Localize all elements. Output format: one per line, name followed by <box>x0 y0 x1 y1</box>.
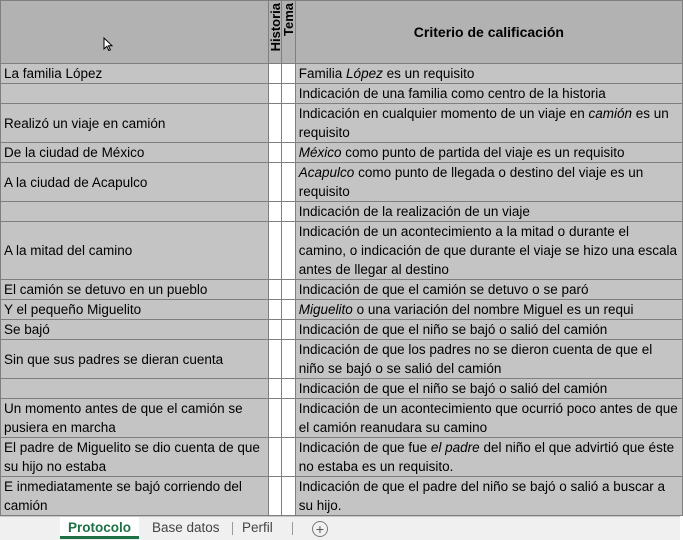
criterion-emphasis: Miguelito <box>298 302 353 317</box>
criterion-cell[interactable] <box>295 104 682 143</box>
tema-score-cell[interactable] <box>282 163 295 202</box>
sheet-tab-perfil[interactable]: Perfil <box>242 520 273 535</box>
criterion-text: es un requisito <box>382 66 475 81</box>
sheet-tab-protocolo[interactable]: Protocolo <box>60 517 139 539</box>
tema-score-cell[interactable] <box>282 222 295 280</box>
header-row <box>1 1 683 64</box>
criterion-text: como punto de partida del viaje es un requisito <box>341 145 625 160</box>
criterion-text: Indicación de una familia como centro de la historia <box>298 86 606 101</box>
story-fragment-cell[interactable] <box>1 379 269 399</box>
historia-score-cell[interactable] <box>268 84 281 104</box>
table-row <box>1 399 683 438</box>
sheet-tab-base-datos[interactable]: Base datos <box>152 520 220 535</box>
tema-header-label: Tema <box>281 3 297 36</box>
story-fragment-cell[interactable]: E inmediatamente se bajó corriendo del camión <box>1 477 269 516</box>
criterion-text: Indicación en cualquier momento de un viaje en <box>298 106 589 121</box>
tema-score-cell[interactable] <box>282 84 295 104</box>
criterion-emphasis: Acapulco <box>298 165 355 180</box>
story-fragment-cell[interactable]: A la ciudad de Acapulco <box>1 163 269 202</box>
sheet-tab-bar <box>0 516 680 540</box>
historia-score-cell[interactable] <box>268 222 281 280</box>
historia-score-cell[interactable] <box>268 300 281 320</box>
criterion-text: es un requisito <box>298 106 669 140</box>
tema-score-cell[interactable] <box>282 64 295 84</box>
historia-score-cell[interactable] <box>268 399 281 438</box>
criterion-text: Familia <box>298 66 347 81</box>
criterion-cell[interactable] <box>295 477 682 516</box>
table-row <box>1 477 683 516</box>
criterion-cell[interactable] <box>295 379 682 399</box>
criterion-text: Indicación de que el padre del niño se bajó o salió a buscar a su hijo. <box>298 479 666 513</box>
table-row <box>1 340 683 379</box>
story-fragment-cell[interactable]: El padre de Miguelito se dio cuenta de que su hijo no estaba <box>1 438 269 477</box>
story-fragment-cell[interactable]: Sin que sus padres se dieran cuenta <box>1 340 269 379</box>
criterion-cell[interactable] <box>295 202 682 222</box>
table-row <box>1 320 683 340</box>
story-fragment-cell[interactable]: El camión se detuvo en un pueblo <box>1 280 269 300</box>
historia-score-cell[interactable] <box>268 438 281 477</box>
story-fragment-cell[interactable]: Se bajó <box>1 320 269 340</box>
tema-score-cell[interactable] <box>282 202 295 222</box>
criterion-text: Indicación de un acontecimiento que ocurrió poco antes de que el camión reanudara su camino <box>298 401 678 435</box>
criterion-cell[interactable] <box>295 84 682 104</box>
tema-score-cell[interactable] <box>282 399 295 438</box>
story-fragment-cell[interactable]: A la mitad del camino <box>1 222 269 280</box>
criterion-cell[interactable] <box>295 320 682 340</box>
historia-score-cell[interactable] <box>268 104 281 143</box>
table-row <box>1 104 683 143</box>
criterion-cell[interactable] <box>295 163 682 202</box>
criterion-text: Indicación de que el camión se detuvo o se paró <box>298 282 589 297</box>
tema-score-cell[interactable] <box>282 280 295 300</box>
table-row <box>1 438 683 477</box>
criterion-cell[interactable] <box>295 438 682 477</box>
table-row <box>1 143 683 163</box>
story-fragment-cell[interactable]: De la ciudad de México <box>1 143 269 163</box>
plus-circle-icon[interactable]: + <box>312 521 328 537</box>
criterion-cell[interactable] <box>295 222 682 280</box>
criterion-text: del niño el que advirtió que éste no estaba es un requisito. <box>298 440 675 474</box>
criterion-emphasis: camión <box>588 106 632 121</box>
criterion-cell[interactable] <box>295 300 682 320</box>
table-row <box>1 84 683 104</box>
tema-score-cell[interactable] <box>282 300 295 320</box>
criterio-header-label: Criterio de calificación <box>413 23 564 40</box>
tema-score-cell[interactable] <box>282 438 295 477</box>
criterion-text: Indicación de que los padres no se dieron cuenta de que el niño se bajó o se salió del camión <box>298 342 653 376</box>
mouse-cursor-icon <box>103 37 113 51</box>
table-row <box>1 379 683 399</box>
historia-score-cell[interactable] <box>268 280 281 300</box>
criterion-text: o una variación del nombre Miguel es un requi <box>352 302 634 317</box>
tema-score-cell[interactable] <box>282 143 295 163</box>
tema-score-cell[interactable] <box>282 340 295 379</box>
historia-score-cell[interactable] <box>268 202 281 222</box>
criterion-text: Indicación de que fue <box>298 440 431 455</box>
table-row <box>1 163 683 202</box>
criterion-text: Indicación de que el niño se bajó o salió del camión <box>298 322 608 337</box>
story-fragment-cell[interactable] <box>1 84 269 104</box>
criterion-text: como punto de llegada o destino del viaje es un requisito <box>298 165 644 199</box>
story-fragment-cell[interactable] <box>1 202 269 222</box>
criterion-text: Indicación de un acontecimiento a la mitad o durante el camino, o indicación de que durante el viaje se hizo una escala antes de llegar al destino <box>298 224 678 277</box>
historia-score-cell[interactable] <box>268 477 281 516</box>
table-row <box>1 222 683 280</box>
criterion-cell[interactable] <box>295 399 682 438</box>
story-fragment-cell[interactable]: Realizó un viaje en camión <box>1 104 269 143</box>
header-cell-historia[interactable] <box>268 1 281 64</box>
tema-score-cell[interactable] <box>282 379 295 399</box>
tema-score-cell[interactable] <box>282 477 295 516</box>
story-fragment-cell[interactable]: Y el pequeño Miguelito <box>1 300 269 320</box>
tema-score-cell[interactable] <box>282 104 295 143</box>
criterion-cell[interactable] <box>295 64 682 84</box>
tab-divider <box>292 522 293 535</box>
table-row <box>1 280 683 300</box>
table-row <box>1 202 683 222</box>
criterion-emphasis: López <box>346 66 383 81</box>
tab-divider <box>232 522 233 535</box>
header-cell-tema[interactable] <box>282 1 295 64</box>
header-cell-a[interactable] <box>1 1 269 64</box>
criterion-text: Indicación de que el niño se bajó o salió del camión <box>298 381 608 396</box>
criterion-emphasis: México <box>298 145 342 160</box>
historia-score-cell[interactable] <box>268 340 281 379</box>
criterion-cell[interactable] <box>295 280 682 300</box>
historia-score-cell[interactable] <box>268 143 281 163</box>
criterion-text: Indicación de la realización de un viaje <box>298 204 530 219</box>
historia-score-cell[interactable] <box>268 163 281 202</box>
criterion-cell[interactable] <box>295 340 682 379</box>
criterion-cell[interactable] <box>295 143 682 163</box>
historia-header-label: Historia <box>267 3 283 52</box>
tema-score-cell[interactable] <box>282 320 295 340</box>
header-cell-criterio[interactable] <box>295 1 682 64</box>
historia-score-cell[interactable] <box>268 64 281 84</box>
criterion-emphasis: el padre <box>430 440 480 455</box>
story-fragment-cell[interactable]: Un momento antes de que el camión se pusiera en marcha <box>1 399 269 438</box>
story-fragment-cell[interactable]: La familia López <box>1 64 269 84</box>
historia-score-cell[interactable] <box>268 379 281 399</box>
historia-score-cell[interactable] <box>268 320 281 340</box>
table-row <box>1 64 683 84</box>
table-row <box>1 300 683 320</box>
